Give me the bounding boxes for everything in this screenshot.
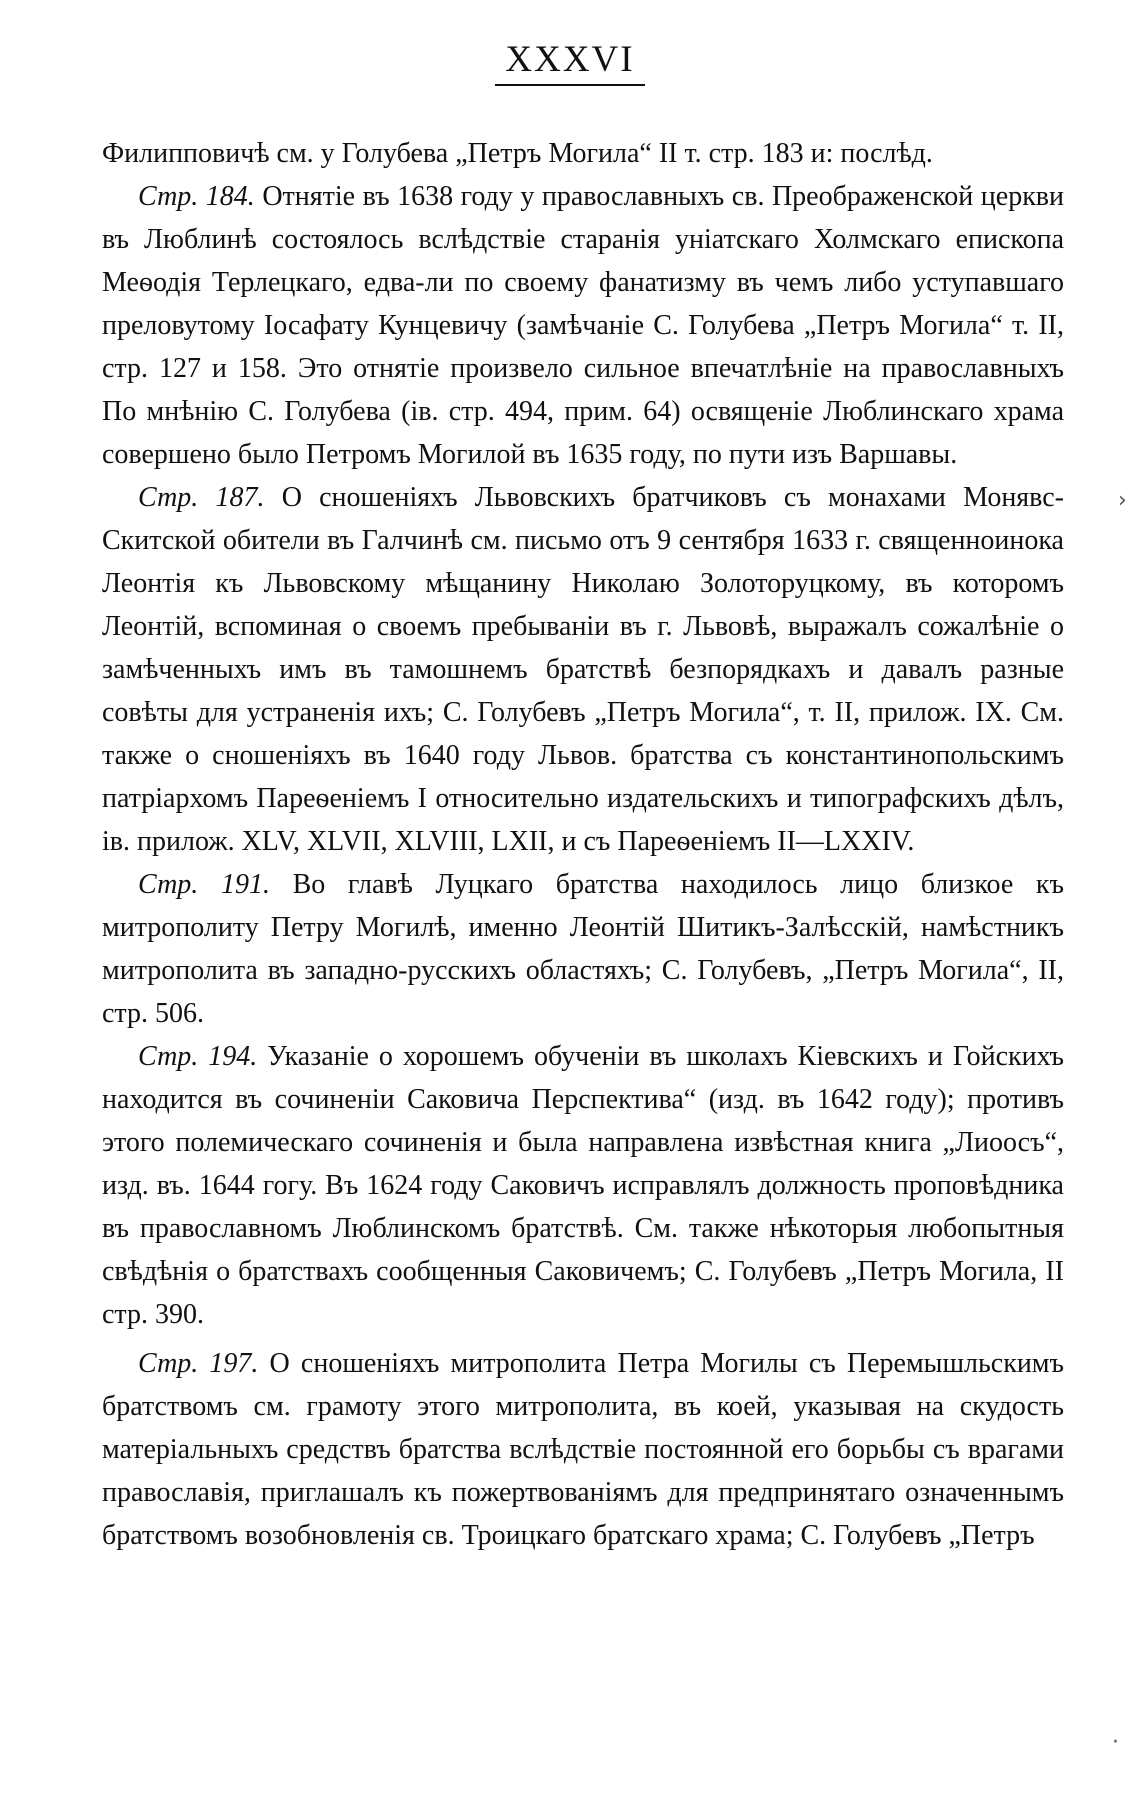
paragraph-page-184: [102, 175, 1064, 476]
margin-mark-icon: ·: [1112, 1730, 1119, 1755]
page-reference: Стр. 184.: [138, 181, 255, 212]
paragraph-page-187: [102, 476, 1064, 863]
text-body: [102, 132, 1064, 1557]
paragraph-text: Во главѣ Луцкаго братства находилось лицо близкое къ митрополиту Петру Могилѣ, именно Леонтій Шитикъ-Залѣсскій, намѣстникъ митрополита въ западно-русскихъ областяхъ; С. Голубевъ, „Петръ Могила“, II, стр. 506.: [102, 869, 1065, 1029]
paragraph-page-194: [102, 1035, 1064, 1336]
page-header: [0, 38, 1140, 86]
page-reference: Стр. 197.: [138, 1348, 259, 1379]
paragraph-page-191: [102, 863, 1064, 1035]
paragraph-text: Указаніе о хорошемъ обученіи въ школахъ Кіевскихъ и Гойскихъ находится въ сочиненіи Саковича Перспектива“ (изд. въ 1642 году); противъ этого полемическаго сочиненія и была направлена извѣстная книга „Лиоосъ“, изд. въ. 1644 гогу. Въ 1624 году Саковичъ исправлялъ должность проповѣдника въ православномъ Люблинскомъ братствѣ. См. также нѣкоторыя любопытныя свѣдѣнія о братствахъ сообщенныя Саковичемъ; С. Голубевъ „Петръ Могила, II стр. 390.: [102, 1041, 1064, 1330]
page-number: XXXVI: [495, 38, 644, 86]
paragraph-page-197: [102, 1342, 1064, 1557]
page-reference: Стр. 191.: [138, 869, 270, 900]
paragraph-continuation: [102, 132, 1064, 175]
paragraph-text: О сношеніяхъ Львовскихъ братчиковъ съ монахами Монявс-Скитской обители въ Галчинѣ см. письмо отъ 9 сентября 1633 г. священноинока Леонтія къ Львовскому мѣщанину Николаю Золоторуцкому, въ которомъ Леонтій, вспоминая о своемъ пребываніи въ г. Львовѣ, выражалъ сожалѣніе о замѣченныхъ имъ въ тамошнемъ братствѣ безпорядкахъ и давалъ разные совѣты для устраненія ихъ; С. Голубевъ „Петръ Могила“, т. II, прилож. IX. См. также о сношеніяхъ въ 1640 году Львов. братства съ константинопольскимъ патріархомъ Пареѳеніемъ I относительно издательскихъ и типографскихъ дѣлъ, ів. прилож. XLV, XLVII, XLVIII, LXII, и съ Пареѳеніемъ II—LXXIV.: [102, 482, 1064, 857]
paragraph-text: Филипповичѣ см. у Голубева „Петръ Могила“ II т. стр. 183 и: послѣд.: [102, 138, 933, 169]
paragraph-text: О сношеніяхъ митрополита Петра Могилы съ Перемышльскимъ братствомъ см. грамоту этого митрополита, въ коей, указывая на скудость матеріальныхъ средствъ братства вслѣдствіе постоянной его борьбы съ врагами православія, приглашалъ къ пожертвованіямъ для предпринятаго означеннымъ братствомъ возобновленія св. Троицкаго братскаго храма; С. Голубевъ „Петръ: [102, 1348, 1064, 1551]
page-reference: Стр. 187.: [138, 482, 265, 513]
page-reference: Стр. 194.: [138, 1041, 258, 1072]
margin-mark-icon: ›: [1118, 488, 1127, 513]
paragraph-text: Отнятіе въ 1638 году у православныхъ св. Преображенской церкви въ Люблинѣ состоялось вслѣдствіе старанія уніатскаго Холмскаго епископа Меѳодія Терлецкаго, едва-ли по своему фанатизму въ чемъ либо уступавшаго преловутому Іосафату Кунцевичу (замѣчаніе С. Голубева „Петръ Могила“ т. II, стр. 127 и 158. Это отнятіе произвело сильное впечатлѣніе на православныхъ По мнѣнію С. Голубева (ів. стр. 494, прим. 64) освященіе Люблинскаго храма совершено было Петромъ Могилой въ 1635 году, по пути изъ Варшавы.: [102, 181, 1065, 470]
